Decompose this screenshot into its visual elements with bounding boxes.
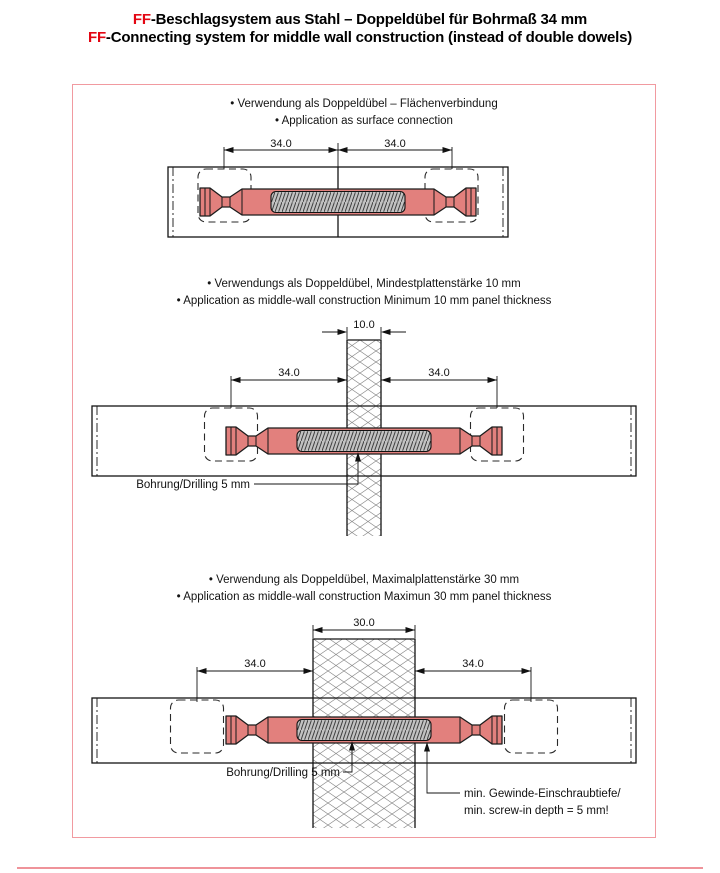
dim-label: 34.0 <box>428 367 450 379</box>
double-dowel <box>226 716 502 744</box>
label-drilling-text: Bohrung/Drilling 5 mm <box>136 479 250 491</box>
page-footer-rule <box>17 867 703 869</box>
dimension-wall-30 <box>313 617 415 638</box>
brand-prefix: FF <box>87 28 106 46</box>
drill-position-right <box>505 700 558 753</box>
caption-de: • Verwendung als Doppeldübel, Maximalplattenstärke 30 mm <box>208 574 520 586</box>
label-drilling <box>136 452 361 491</box>
diagram3-caption <box>72 572 656 606</box>
dimension-34-left <box>197 658 313 702</box>
double-dowel <box>226 427 502 455</box>
drill-position-left <box>171 700 224 753</box>
dimension-wall-10 <box>322 319 406 339</box>
caption-en: • Application as middle-wall construction Maximun 30 mm panel thickness <box>176 591 552 603</box>
diagram1-caption <box>72 96 656 130</box>
dim-label: 34.0 <box>384 138 406 150</box>
dim-label: 34.0 <box>244 658 266 670</box>
caption-en: • Application as middle-wall construction Minimum 10 mm panel thickness <box>176 295 552 307</box>
dim-label: 34.0 <box>278 367 300 379</box>
dimension-34-right <box>381 367 497 408</box>
diagram2-caption <box>72 276 656 310</box>
dim-label: 34.0 <box>270 138 292 150</box>
dimension-34-right <box>338 138 452 169</box>
label-screw-depth-line2: min. screw-in depth = 5 mm! <box>464 805 609 817</box>
dim-label: 10.0 <box>353 319 375 331</box>
double-dowel <box>200 188 476 216</box>
brand-prefix: FF <box>132 11 151 28</box>
caption-de: • Verwendungs als Doppeldübel, Mindestplattenstärke 10 mm <box>207 278 521 290</box>
dimension-34-left <box>224 138 338 169</box>
caption-en: • Application as surface connection <box>275 115 453 127</box>
page-title-de: FF-Beschlagsystem aus Stahl – Doppeldübel für Bohrmaß 34 mm <box>132 11 588 28</box>
diagram-surface-connection <box>72 138 656 260</box>
caption-de: • Verwendung als Doppeldübel – Flächenverbindung <box>230 98 498 110</box>
dimension-34-left <box>231 367 347 408</box>
dimension-34-right <box>415 658 531 702</box>
diagram-max-panel-30mm <box>72 616 656 836</box>
dim-label: 34.0 <box>462 658 484 670</box>
label-screw-depth <box>424 742 621 817</box>
label-screw-depth-line1: min. Gewinde-Einschraubtiefe/ <box>464 788 621 800</box>
page-title <box>0 11 720 46</box>
label-drilling-text: Bohrung/Drilling 5 mm <box>226 767 340 779</box>
diagram-min-panel-10mm <box>72 318 656 546</box>
page-title-en: FF-Connecting system for middle wall construction (instead of double dowels) <box>87 28 633 46</box>
dim-label: 30.0 <box>353 617 375 629</box>
